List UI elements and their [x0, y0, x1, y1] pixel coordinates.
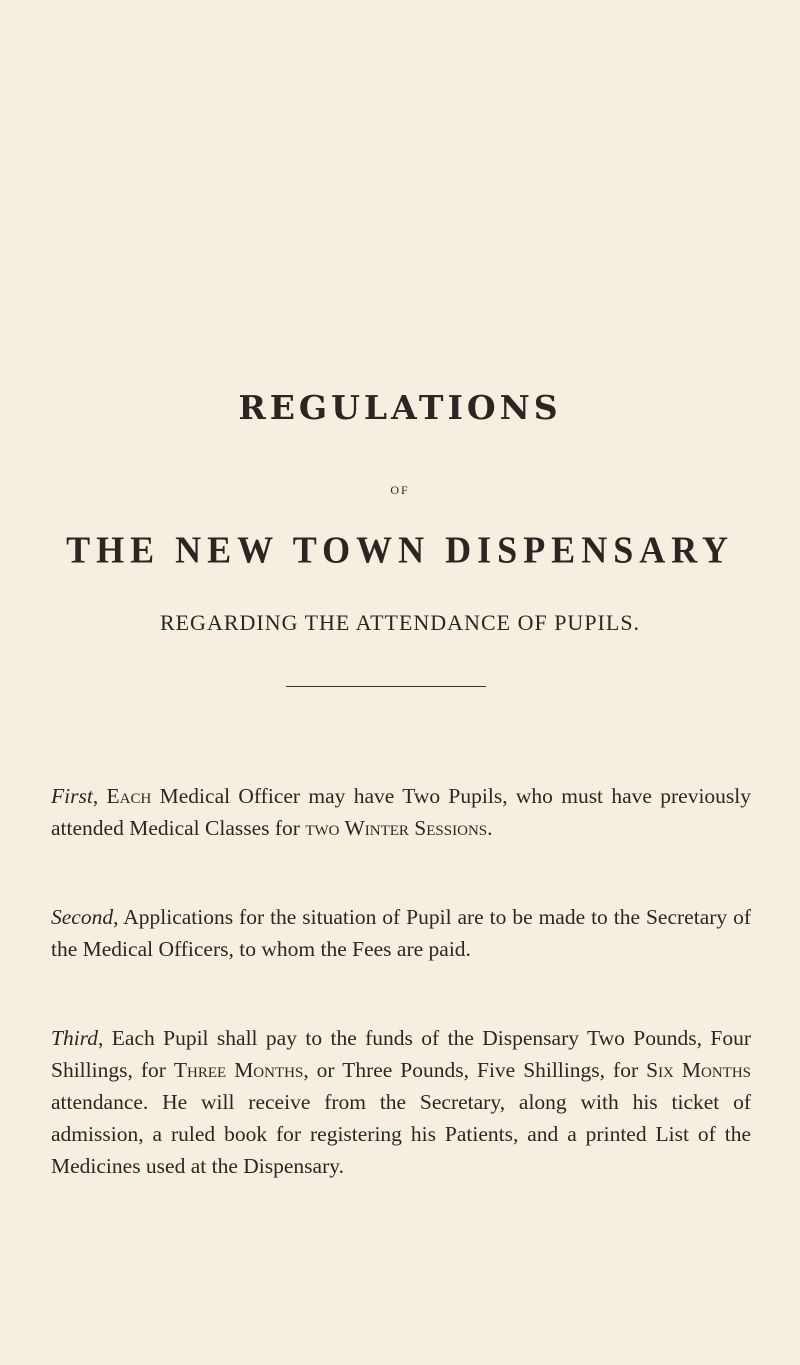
regulation-emphasis: Six Months — [646, 1057, 752, 1082]
regulation-text: attendance. He will receive from the Secretary, along with his ticket of admission, a ruled book for registering his Patients, and a printed List of the Medicines used at the Dispensary. — [51, 1089, 751, 1178]
regulation-ordinal: First — [51, 783, 93, 808]
regulation-ordinal: Third — [51, 1025, 98, 1050]
regulation-text: Medical Officer may have Two Pupils, who must have previously attended Medical Classes for — [51, 783, 752, 840]
regulation-first — [51, 780, 751, 844]
regulation-text: , Each Pupil shall pay to the funds of the Dispensary Two Pounds, Four Shillings, for — [51, 1025, 751, 1082]
regulation-text: , Applications for the situation of Pupil are to be made to the Secretary of the Medical Officers, to whom the Fees are paid. — [51, 904, 751, 961]
title-connector: OF — [390, 483, 410, 497]
section-divider — [286, 686, 486, 687]
regulation-emphasis: Each — [106, 783, 152, 808]
regulation-text: , or Three Pounds, Five Shillings, for — [303, 1057, 647, 1082]
regulation-emphasis: Three Months — [173, 1057, 304, 1082]
regulation-second — [51, 901, 751, 965]
document-title: REGULATIONS — [238, 388, 562, 427]
regulation-ordinal: Second — [51, 904, 114, 929]
regulation-emphasis: two Winter Sessions — [305, 815, 488, 840]
institution-name: THE NEW TOWN DISPENSARY — [66, 529, 734, 571]
regulation-text: , — [92, 783, 107, 808]
regulation-text: . — [487, 815, 493, 840]
regulation-third — [51, 1022, 751, 1182]
document-subtitle: REGARDING THE ATTENDANCE OF PUPILS. — [159, 610, 641, 635]
